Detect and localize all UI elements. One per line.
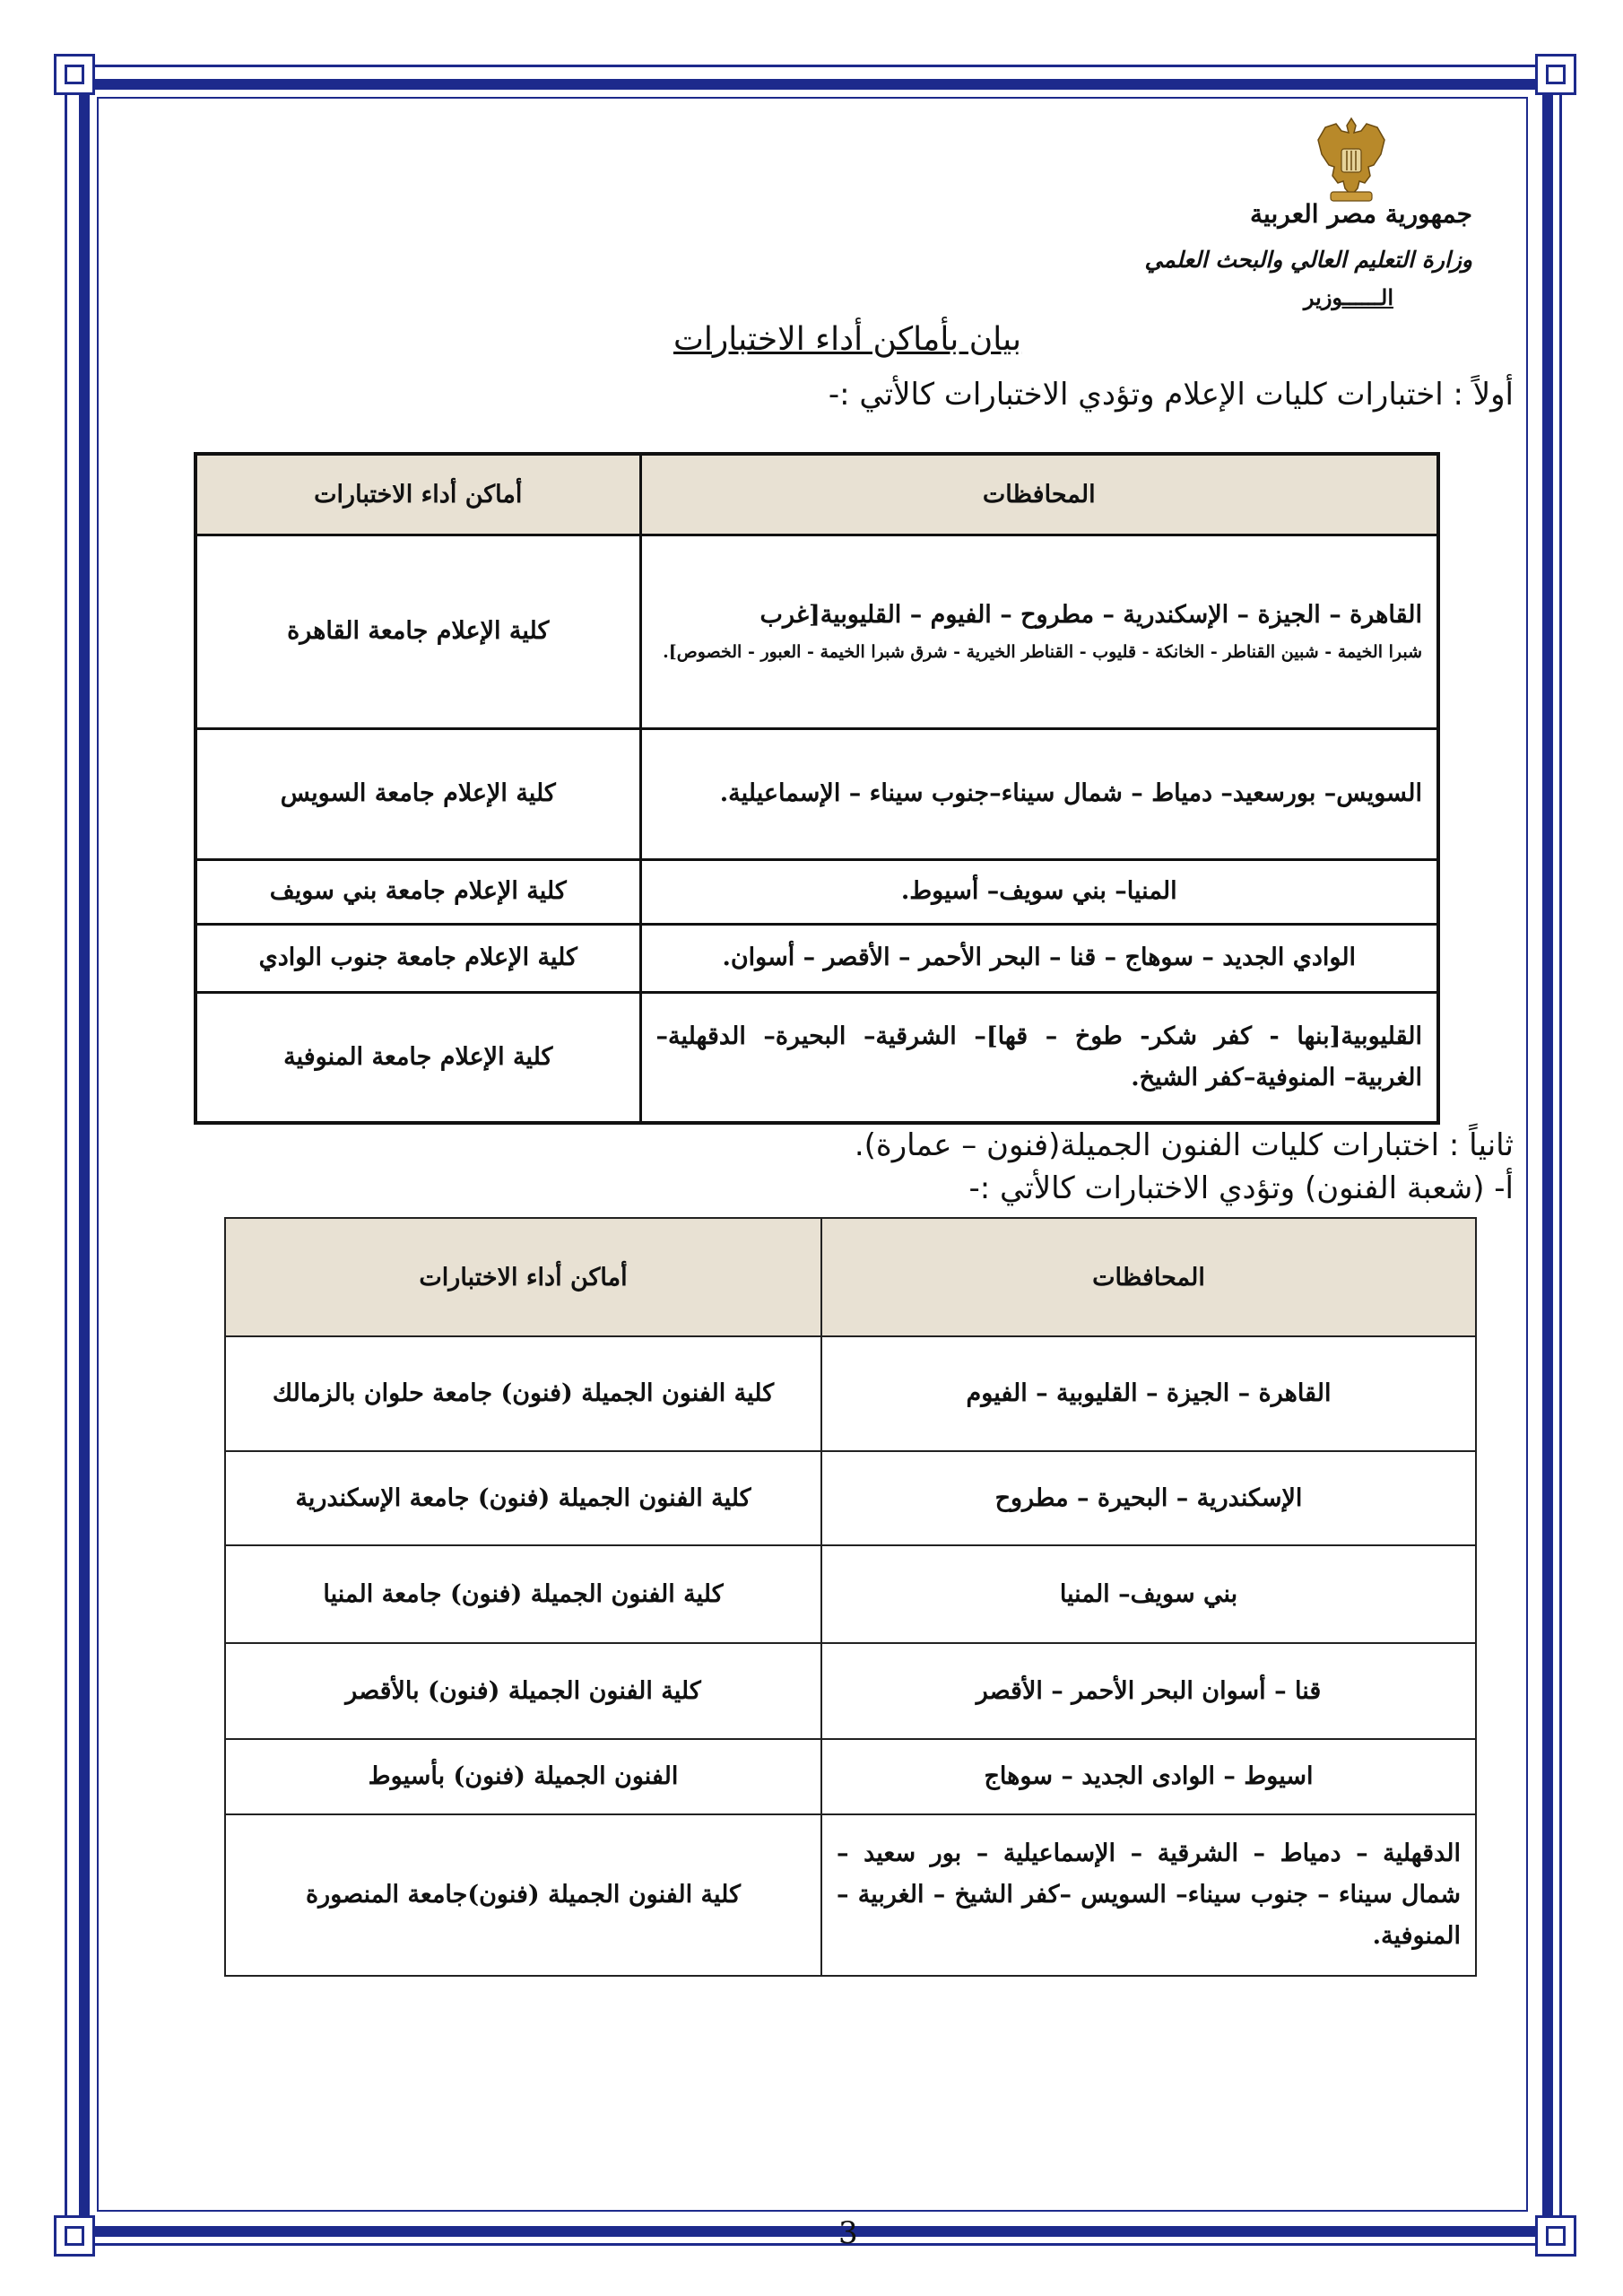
location-cell: كلية الإعلام جامعة القاهرة — [195, 535, 640, 728]
table-row — [195, 728, 1438, 859]
border-corner-ornament — [54, 54, 95, 95]
location-cell: كلية الفنون الجميلة (فنون)جامعة المنصورة — [225, 1814, 821, 1976]
location-cell: كلية الإعلام جامعة السويس — [195, 728, 640, 859]
table-row — [225, 1643, 1476, 1739]
page-title: بيان بأماكن أداء الاختبارات — [673, 321, 1022, 358]
location-cell: كلية الفنون الجميلة (فنون) جامعة حلوان بالزمالك — [225, 1336, 821, 1451]
table-header-row — [195, 454, 1438, 535]
governorates-cell: قنا – أسوان البحر الأحمر – الأقصر — [821, 1643, 1476, 1739]
table-row — [225, 1336, 1476, 1451]
governorates-cell: بني سويف– المنيا — [821, 1545, 1476, 1643]
fine-arts-colleges-table — [224, 1217, 1477, 1977]
header-office: الــــــوزير — [1303, 284, 1393, 310]
governorates-cell: السويس– بورسعيد– دمياط – شمال سيناء–جنوب سيناء – الإسماعيلية. — [640, 728, 1438, 859]
column-header-governorates: المحافظات — [640, 454, 1438, 535]
governorates-cell: اسيوط – الوادى الجديد – سوهاج — [821, 1739, 1476, 1814]
border-corner-ornament — [1535, 2215, 1576, 2257]
location-cell: كلية الإعلام جامعة المنوفية — [195, 992, 640, 1123]
section2-heading: ثانياً : اختبارات كليات الفنون الجميلة(فنون – عمارة). — [854, 1127, 1514, 1163]
governorates-cell: الإسكندرية – البحيرة – مطروح — [821, 1451, 1476, 1545]
header-ministry: وزارة التعليم العالي والبحث العلمي — [1144, 247, 1472, 273]
section1-heading: أولاً : اختبارات كليات الإعلام وتؤدي الاختبارات كالأتي :- — [828, 377, 1514, 413]
governorates-cell: المنيا– بني سويف– أسيوط. — [640, 859, 1438, 924]
governorates-cell: القليوبية[بنها - كفر شكر- طوخ – قها]– الشرقية– البحيرة– الدقهلية– الغربية– المنوفية–كفر الشيخ. — [640, 992, 1438, 1123]
governorates-cell: الوادي الجديد – سوهاج – قنا – البحر الأحمر – الأقصر – أسوان. — [640, 924, 1438, 992]
governorates-note: شبرا الخيمة - شبين القناطر - الخانكة - قليوب - القناطر الخيرية - شرق شبرا الخيمة - العبور - الخصوص]. — [663, 641, 1422, 662]
table-row — [195, 859, 1438, 924]
location-cell: كلية الفنون الجميلة (فنون) بالأقصر — [225, 1643, 821, 1739]
media-colleges-table — [194, 452, 1440, 1125]
governorates-cell: الدقهلية – دمياط – الشرقية – الإسماعيلية – بور سعيد – شمال سيناء – جنوب سيناء– السويس –كفر الشيخ – الغربية – المنوفية. — [821, 1814, 1476, 1976]
column-header-locations: أماكن أداء الاختبارات — [195, 454, 640, 535]
governorates-text: القاهرة – الجيزة – الإسكندرية – مطروح – الفيوم – القليوبية[غرب — [759, 601, 1422, 629]
column-header-locations: أماكن أداء الاختبارات — [225, 1218, 821, 1336]
table-row — [225, 1739, 1476, 1814]
governorates-cell: القاهرة – الجيزة – القليوبية – الفيوم — [821, 1336, 1476, 1451]
table-row — [195, 992, 1438, 1123]
border-corner-ornament — [1535, 54, 1576, 95]
header-country: جمهورية مصر العربية — [1250, 199, 1472, 229]
location-cell: كلية الفنون الجميلة (فنون) جامعة الإسكندرية — [225, 1451, 821, 1545]
table-row — [195, 535, 1438, 728]
border-corner-ornament — [54, 2215, 95, 2257]
eagle-emblem-icon — [1315, 113, 1388, 206]
table-row — [225, 1545, 1476, 1643]
location-cell: كلية الإعلام جامعة بني سويف — [195, 859, 640, 924]
table-row — [195, 924, 1438, 992]
location-cell: كلية الفنون الجميلة (فنون) جامعة المنيا — [225, 1545, 821, 1643]
table-row — [225, 1814, 1476, 1976]
section2-subheading: أ- (شعبة الفنون) وتؤدي الاختبارات كالأتي :- — [968, 1170, 1514, 1206]
page-number: 3 — [838, 2215, 858, 2251]
governorates-cell — [640, 535, 1438, 728]
column-header-governorates: المحافظات — [821, 1218, 1476, 1336]
table-row — [225, 1451, 1476, 1545]
location-cell: كلية الإعلام جامعة جنوب الوادي — [195, 924, 640, 992]
table-header-row — [225, 1218, 1476, 1336]
location-cell: الفنون الجميلة (فنون) بأسيوط — [225, 1739, 821, 1814]
